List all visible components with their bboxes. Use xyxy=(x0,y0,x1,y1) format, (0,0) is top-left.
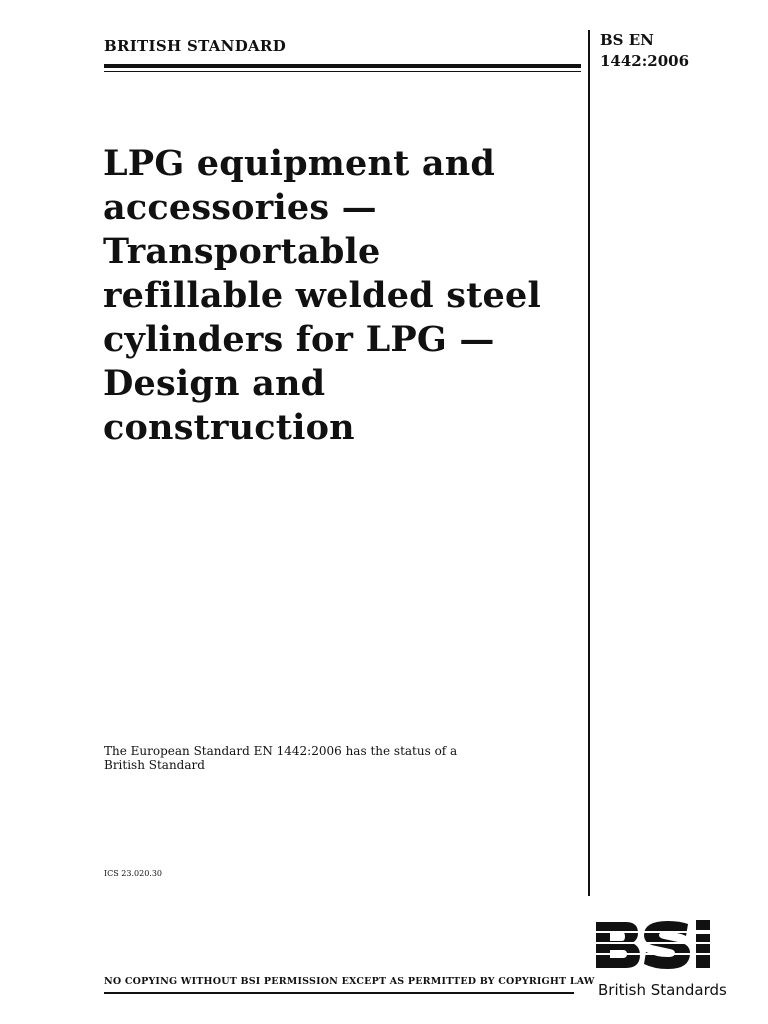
standard-number-line2: 1442:2006 xyxy=(600,52,690,70)
status-note xyxy=(104,744,457,772)
title-line: LPG equipment and xyxy=(103,143,496,184)
copyright-notice: NO COPYING WITHOUT BSI PERMISSION EXCEPT AS PERMITTED BY COPYRIGHT LAW xyxy=(104,976,595,987)
footer-rule xyxy=(104,992,574,994)
header-rule-thin xyxy=(104,71,581,72)
standard-number xyxy=(600,30,689,72)
bsi-logo xyxy=(592,918,734,978)
title-line: accessories — xyxy=(103,187,377,228)
title-line: refillable welded steel xyxy=(103,275,541,316)
vertical-divider xyxy=(588,30,590,896)
document-class-label: BRITISH STANDARD xyxy=(104,37,287,55)
bsi-logo-icon xyxy=(592,918,734,978)
header-rule-thick xyxy=(104,64,581,68)
ics-code: ICS 23.020.30 xyxy=(104,869,163,878)
title-line: Design and xyxy=(103,363,326,404)
document-title xyxy=(103,142,573,450)
title-line: construction xyxy=(103,407,355,448)
title-line: Transportable xyxy=(103,231,381,272)
bsi-logo-text: British Standards xyxy=(598,981,727,999)
status-note-line1: The European Standard EN 1442:2006 has the status of a xyxy=(104,744,458,758)
title-line: cylinders for LPG — xyxy=(103,319,495,360)
status-note-line2: British Standard xyxy=(104,758,205,772)
standard-number-line1: BS EN xyxy=(600,31,654,49)
